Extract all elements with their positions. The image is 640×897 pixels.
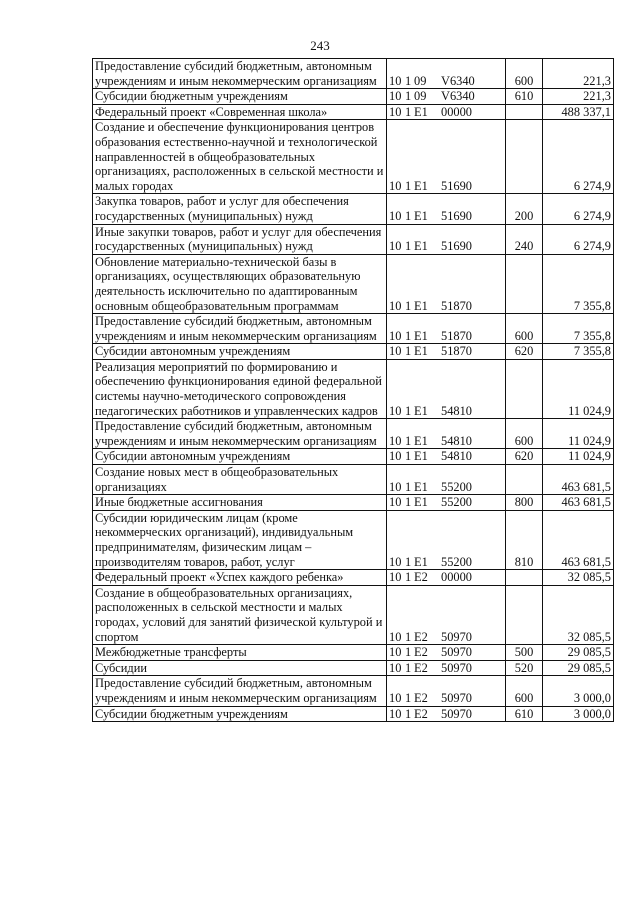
row-expense-type: 610 <box>506 706 543 722</box>
code-section: 10 <box>389 479 402 494</box>
row-expense-type <box>506 359 543 418</box>
code-direction: V6340 <box>441 73 475 88</box>
code-direction: 50970 <box>441 645 472 660</box>
table-row <box>93 419 614 449</box>
row-amount: 3 000,0 <box>543 706 614 722</box>
row-amount: 6 274,9 <box>543 120 614 194</box>
code-subsection: 1 <box>405 495 412 510</box>
row-expense-type: 520 <box>506 660 543 676</box>
row-name: Предоставление субсидий бюджетным, автономным учреждениям и иным некоммерческим организациям <box>93 314 387 344</box>
table-row <box>93 676 614 706</box>
code-program: E1 <box>414 449 428 464</box>
row-name: Обновление материально-технической базы в организациях, осуществляющих образовательную деятельность исключительно по адаптированным основным общеобразовательным программам <box>93 254 387 313</box>
code-subsection: 1 <box>405 344 412 359</box>
code-direction: 54810 <box>441 403 472 418</box>
table-row <box>93 449 614 465</box>
table-row <box>93 706 614 722</box>
table-row <box>93 510 614 569</box>
code-program: E2 <box>414 660 428 675</box>
table-row <box>93 344 614 360</box>
row-expense-type <box>506 465 543 495</box>
row-expense-type <box>506 570 543 586</box>
code-subsection: 1 <box>405 570 412 585</box>
code-subsection: 1 <box>405 328 412 343</box>
code-program: E1 <box>414 239 428 254</box>
code-subsection: 1 <box>405 178 412 193</box>
table-row <box>93 89 614 105</box>
code-program: E2 <box>414 570 428 585</box>
table-row <box>93 104 614 120</box>
code-direction: 50970 <box>441 629 472 644</box>
row-code <box>387 254 506 313</box>
row-name: Реализация мероприятий по формированию и обеспечению функционирования единой федеральной системы научно-методического сопровождения педагогических работников и управленческих кадров <box>93 359 387 418</box>
code-section: 10 <box>389 495 402 510</box>
row-expense-type: 200 <box>506 194 543 224</box>
code-program: E1 <box>414 479 428 494</box>
code-section: 10 <box>389 73 402 88</box>
code-section: 10 <box>389 570 402 585</box>
row-code <box>387 194 506 224</box>
row-name: Предоставление субсидий бюджетным, автономным учреждениям и иным некоммерческим организациям <box>93 419 387 449</box>
row-code <box>387 495 506 511</box>
row-code <box>387 676 506 706</box>
row-name: Субсидии бюджетным учреждениям <box>93 706 387 722</box>
code-section: 10 <box>389 554 402 569</box>
code-program: E1 <box>414 433 428 448</box>
row-amount: 221,3 <box>543 59 614 89</box>
table-row <box>93 585 614 644</box>
code-subsection: 1 <box>405 403 412 418</box>
code-section: 10 <box>389 660 402 675</box>
row-name: Создание в общеобразовательных организациях, расположенных в сельской местности и малых городах, условий для занятий физической культурой и спортом <box>93 585 387 644</box>
code-direction: 00000 <box>441 104 472 119</box>
row-amount: 6 274,9 <box>543 194 614 224</box>
row-name: Межбюджетные трансферты <box>93 645 387 661</box>
row-name: Предоставление субсидий бюджетным, автономным учреждениям и иным некоммерческим организациям <box>93 59 387 89</box>
code-section: 10 <box>389 433 402 448</box>
code-section: 10 <box>389 104 402 119</box>
row-code <box>387 449 506 465</box>
row-amount: 6 274,9 <box>543 224 614 254</box>
code-section: 10 <box>389 690 402 705</box>
code-program: 09 <box>414 73 427 88</box>
budget-table <box>92 58 614 722</box>
code-direction: 50970 <box>441 660 472 675</box>
row-name: Субсидии автономным учреждениям <box>93 344 387 360</box>
code-direction: 54810 <box>441 433 472 448</box>
row-code <box>387 120 506 194</box>
row-amount: 463 681,5 <box>543 510 614 569</box>
code-subsection: 1 <box>405 629 412 644</box>
code-subsection: 1 <box>405 89 412 104</box>
table-row <box>93 645 614 661</box>
table-row <box>93 660 614 676</box>
row-code <box>387 59 506 89</box>
code-program: E1 <box>414 344 428 359</box>
code-program: E2 <box>414 706 428 721</box>
row-amount: 11 024,9 <box>543 359 614 418</box>
code-subsection: 1 <box>405 706 412 721</box>
code-direction: 51870 <box>441 344 472 359</box>
table-row <box>93 570 614 586</box>
row-name: Субсидии юридическим лицам (кроме некоммерческих организаций), индивидуальным предпринимателям, физическим лицам – производителям товаров, работ, услуг <box>93 510 387 569</box>
row-amount: 463 681,5 <box>543 495 614 511</box>
row-expense-type <box>506 120 543 194</box>
row-name: Субсидии бюджетным учреждениям <box>93 89 387 105</box>
row-code <box>387 224 506 254</box>
budget-table-body <box>93 59 614 722</box>
row-name: Создание новых мест в общеобразовательных организациях <box>93 465 387 495</box>
code-subsection: 1 <box>405 479 412 494</box>
table-row <box>93 465 614 495</box>
code-section: 10 <box>389 298 402 313</box>
row-code <box>387 419 506 449</box>
row-expense-type <box>506 104 543 120</box>
code-program: E2 <box>414 629 428 644</box>
code-subsection: 1 <box>405 645 412 660</box>
row-amount: 221,3 <box>543 89 614 105</box>
row-amount: 11 024,9 <box>543 449 614 465</box>
code-subsection: 1 <box>405 104 412 119</box>
code-program: E1 <box>414 104 428 119</box>
code-program: E1 <box>414 554 428 569</box>
code-program: E1 <box>414 403 428 418</box>
code-direction: 50970 <box>441 706 472 721</box>
table-row <box>93 224 614 254</box>
row-expense-type: 600 <box>506 676 543 706</box>
code-direction: 55200 <box>441 495 472 510</box>
code-section: 10 <box>389 449 402 464</box>
row-amount: 7 355,8 <box>543 344 614 360</box>
row-amount: 29 085,5 <box>543 645 614 661</box>
row-name: Закупка товаров, работ и услуг для обеспечения государственных (муниципальных) нужд <box>93 194 387 224</box>
code-subsection: 1 <box>405 433 412 448</box>
row-amount: 3 000,0 <box>543 676 614 706</box>
code-direction: 55200 <box>441 479 472 494</box>
code-subsection: 1 <box>405 660 412 675</box>
row-code <box>387 585 506 644</box>
row-expense-type: 240 <box>506 224 543 254</box>
row-name: Субсидии автономным учреждениям <box>93 449 387 465</box>
row-expense-type <box>506 254 543 313</box>
code-direction: V6340 <box>441 89 475 104</box>
page-number: 243 <box>310 38 330 53</box>
code-section: 10 <box>389 403 402 418</box>
code-direction: 51870 <box>441 298 472 313</box>
row-code <box>387 104 506 120</box>
code-subsection: 1 <box>405 208 412 223</box>
table-row <box>93 359 614 418</box>
row-code <box>387 344 506 360</box>
row-name: Федеральный проект «Современная школа» <box>93 104 387 120</box>
row-code <box>387 89 506 105</box>
table-row <box>93 194 614 224</box>
row-amount: 11 024,9 <box>543 419 614 449</box>
code-program: E1 <box>414 495 428 510</box>
row-code <box>387 314 506 344</box>
code-program: E2 <box>414 690 428 705</box>
table-row <box>93 495 614 511</box>
code-direction: 51690 <box>441 178 472 193</box>
row-code <box>387 645 506 661</box>
row-expense-type: 620 <box>506 449 543 465</box>
code-section: 10 <box>389 239 402 254</box>
row-amount: 7 355,8 <box>543 254 614 313</box>
code-program: E1 <box>414 298 428 313</box>
code-program: 09 <box>414 89 427 104</box>
code-section: 10 <box>389 344 402 359</box>
row-amount: 463 681,5 <box>543 465 614 495</box>
code-direction: 51870 <box>441 328 472 343</box>
row-expense-type: 600 <box>506 314 543 344</box>
code-section: 10 <box>389 328 402 343</box>
table-row <box>93 254 614 313</box>
code-section: 10 <box>389 645 402 660</box>
row-code <box>387 510 506 569</box>
code-direction: 55200 <box>441 554 472 569</box>
row-code <box>387 660 506 676</box>
row-expense-type: 500 <box>506 645 543 661</box>
row-amount: 32 085,5 <box>543 585 614 644</box>
code-section: 10 <box>389 208 402 223</box>
code-section: 10 <box>389 629 402 644</box>
row-name: Иные бюджетные ассигнования <box>93 495 387 511</box>
code-program: E1 <box>414 328 428 343</box>
code-subsection: 1 <box>405 449 412 464</box>
row-expense-type: 620 <box>506 344 543 360</box>
row-expense-type: 600 <box>506 59 543 89</box>
row-expense-type: 810 <box>506 510 543 569</box>
row-expense-type <box>506 585 543 644</box>
code-direction: 51690 <box>441 239 472 254</box>
table-row <box>93 314 614 344</box>
row-name: Создание и обеспечение функционирования центров образования естественно-научной и технологической направленностей в общеобразовательных организациях, расположенных в сельской местности и малых городах <box>93 120 387 194</box>
code-direction: 50970 <box>441 690 472 705</box>
row-expense-type: 600 <box>506 419 543 449</box>
code-direction: 54810 <box>441 449 472 464</box>
code-section: 10 <box>389 706 402 721</box>
row-name: Предоставление субсидий бюджетным, автономным учреждениям и иным некоммерческим организациям <box>93 676 387 706</box>
row-name: Федеральный проект «Успех каждого ребенка» <box>93 570 387 586</box>
row-name: Иные закупки товаров, работ и услуг для обеспечения государственных (муниципальных) нужд <box>93 224 387 254</box>
code-program: E2 <box>414 645 428 660</box>
row-code <box>387 465 506 495</box>
code-program: E1 <box>414 208 428 223</box>
code-subsection: 1 <box>405 73 412 88</box>
code-subsection: 1 <box>405 298 412 313</box>
code-section: 10 <box>389 178 402 193</box>
code-section: 10 <box>389 89 402 104</box>
row-amount: 488 337,1 <box>543 104 614 120</box>
code-subsection: 1 <box>405 239 412 254</box>
row-code <box>387 706 506 722</box>
row-expense-type: 610 <box>506 89 543 105</box>
table-row <box>93 59 614 89</box>
row-amount: 32 085,5 <box>543 570 614 586</box>
code-subsection: 1 <box>405 554 412 569</box>
code-program: E1 <box>414 178 428 193</box>
code-direction: 00000 <box>441 570 472 585</box>
code-subsection: 1 <box>405 690 412 705</box>
row-code <box>387 359 506 418</box>
row-amount: 7 355,8 <box>543 314 614 344</box>
table-row <box>93 120 614 194</box>
row-amount: 29 085,5 <box>543 660 614 676</box>
row-code <box>387 570 506 586</box>
row-name: Субсидии <box>93 660 387 676</box>
code-direction: 51690 <box>441 208 472 223</box>
row-expense-type: 800 <box>506 495 543 511</box>
